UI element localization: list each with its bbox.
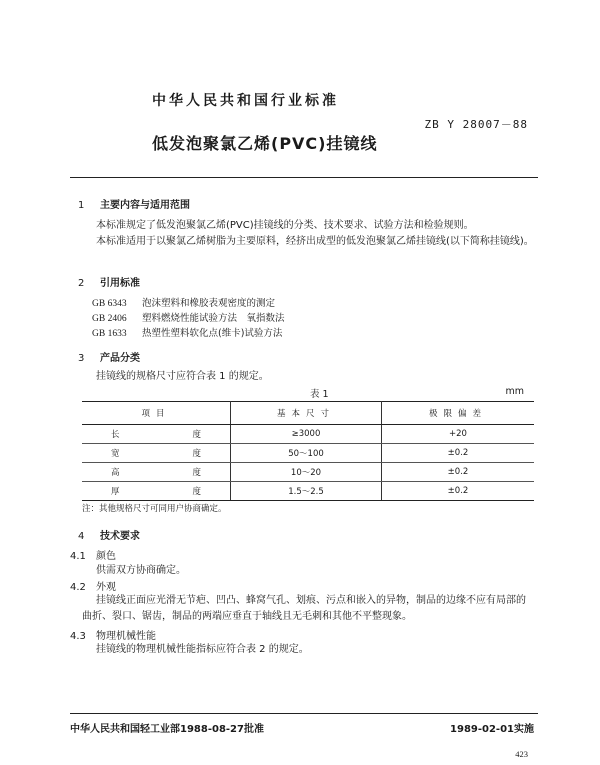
subsection-4-1-paragraph: 供需双方协商确定。 (96, 565, 186, 576)
reference-code: GB 2406 (92, 314, 127, 324)
table-cell-basic-size: 1.5～2.5 (231, 482, 382, 501)
table-row (82, 463, 534, 482)
table-header-basic-size: 基本尺寸 (231, 402, 382, 425)
table-cell-tolerance: ±0.2 (382, 463, 535, 482)
reference-item (92, 310, 285, 324)
table-1-caption-row (82, 386, 534, 400)
item-name: 高度 (111, 468, 201, 478)
section-4-title: 技术要求 (100, 531, 140, 542)
reference-item (92, 325, 282, 339)
table-header-row (82, 402, 534, 425)
table-row (82, 482, 534, 501)
header-divider (70, 177, 538, 178)
table-cell-tolerance: ±0.2 (382, 444, 535, 463)
table-1-note: 注：其他规格尺寸可同用户协商确定。 (82, 504, 227, 514)
subsection-4-3-paragraph: 挂镜线的物理机械性能指标应符合表 2 的规定。 (96, 644, 309, 655)
org-title: 中华人民共和国行业标准 (152, 93, 339, 109)
table-cell-item (82, 482, 231, 501)
section-1-title: 主要内容与适用范围 (100, 200, 190, 211)
section-1-paragraph-2: 本标准适用于以聚氯乙烯树脂为主要原料，经挤出成型的低发泡聚氯乙烯挂镜线(以下简称挂镜线)。 (96, 236, 534, 247)
subsection-4-3-number: 4.3 (70, 631, 86, 642)
reference-code: GB 6343 (92, 299, 127, 309)
table-cell-basic-size: 10～20 (231, 463, 382, 482)
reference-item (92, 295, 275, 309)
standard-code: ZB Y 28007－88 (424, 118, 528, 131)
section-2-number: 2 (78, 278, 85, 289)
section-1-number: 1 (78, 200, 85, 211)
section-2-heading (78, 274, 140, 289)
section-2-title: 引用标准 (100, 278, 140, 289)
section-4-heading (78, 527, 140, 542)
page-number: 423 (515, 749, 528, 759)
document-title: 低发泡聚氯乙烯(PVC)挂镜线 (152, 134, 378, 153)
subsection-4-3-title: 物理机械性能 (96, 631, 156, 642)
section-3-heading (78, 349, 140, 364)
section-3-title: 产品分类 (100, 353, 140, 364)
subsection-4-2-heading (70, 578, 116, 593)
reference-code: GB 1633 (92, 329, 127, 339)
section-1-paragraph-1: 本标准规定了低发泡聚氯乙烯(PVC)挂镜线的分类、技术要求、试验方法和检验规则。 (96, 220, 474, 231)
table-cell-tolerance: +20 (382, 425, 535, 444)
table-header-item: 项目 (82, 402, 231, 425)
section-3-number: 3 (78, 353, 85, 364)
subsection-4-1-number: 4.1 (70, 551, 86, 562)
table-1-unit: mm (505, 386, 524, 397)
table-cell-basic-size: 50～100 (231, 444, 382, 463)
table-cell-tolerance: ±0.2 (382, 482, 535, 501)
section-4-number: 4 (78, 531, 85, 542)
table-1-caption: 表 1 (310, 389, 329, 400)
table-row (82, 425, 534, 444)
reference-title: 塑料燃烧性能试验方法 氧指数法 (142, 313, 285, 324)
reference-title: 泡沫塑料和橡胶表观密度的测定 (142, 298, 276, 309)
subsection-4-1-heading (70, 547, 116, 562)
table-row (82, 444, 534, 463)
item-name: 厚度 (111, 487, 201, 497)
subsection-4-3-heading (70, 627, 156, 642)
item-name: 长度 (111, 430, 201, 440)
footer-divider (70, 713, 538, 714)
table-cell-item (82, 444, 231, 463)
effective-date: 1989-02-01实施 (450, 724, 534, 735)
subsection-4-2-number: 4.2 (70, 582, 86, 593)
subsection-4-2-title: 外观 (96, 582, 116, 593)
item-name: 宽度 (111, 449, 201, 459)
approval-line: 中华人民共和国轻工业部1988-08-27批准 (70, 724, 264, 735)
subsection-4-2-paragraph: 挂镜线正面应光滑无节疤、凹凸、蜂窝气孔、划痕、污点和嵌入的异物，制品的边缘不应有局部的曲折、裂口、锯齿，制品的两端应垂直于轴线且无毛刺和其他不平整现象。 (82, 595, 526, 622)
table-header-tolerance: 极限偏差 (382, 402, 535, 425)
subsection-4-1-title: 颜色 (96, 551, 116, 562)
section-1-heading (78, 196, 190, 211)
table-1 (82, 401, 534, 501)
table-cell-item (82, 425, 231, 444)
table-cell-item (82, 463, 231, 482)
reference-title: 热塑性塑料软化点(维卡)试验方法 (142, 328, 283, 339)
section-3-paragraph: 挂镜线的规格尺寸应符合表 1 的规定。 (96, 371, 269, 382)
table-cell-basic-size: ≥3000 (231, 425, 382, 444)
